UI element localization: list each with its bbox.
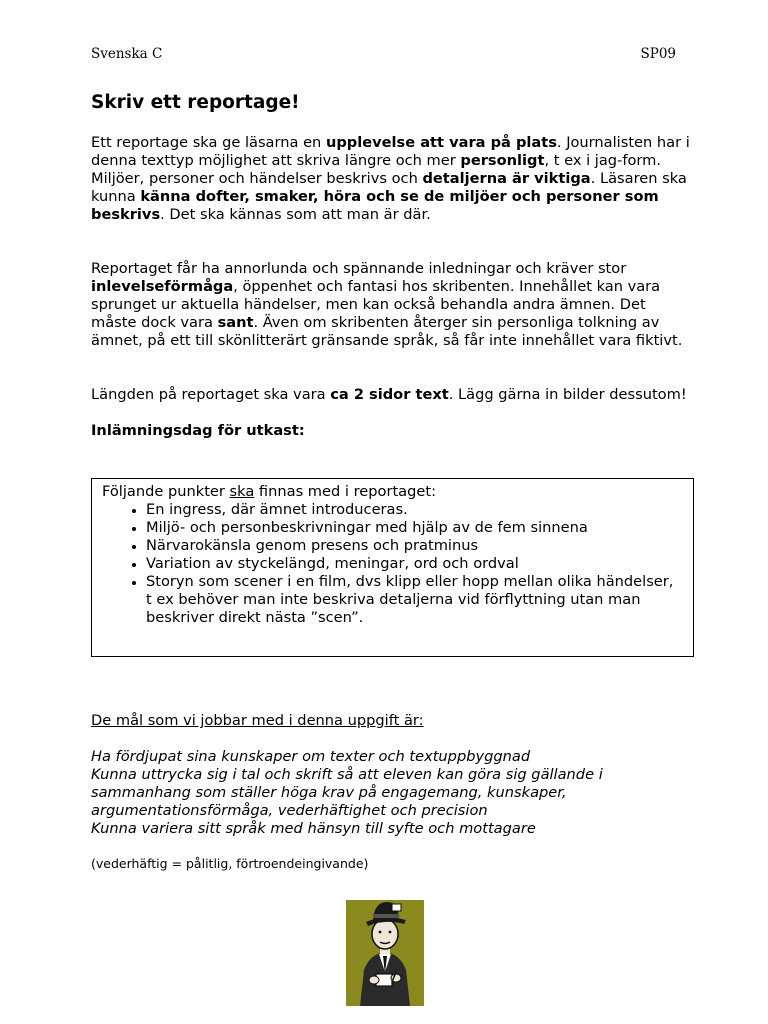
glossary-note: (vederhäftig = pålitlig, förtroendeingivande)	[91, 856, 369, 871]
page-title: Skriv ett reportage!	[91, 92, 300, 113]
checklist	[102, 501, 683, 627]
list-item: • Variation av styckelängd, meningar, ord och ordval	[146, 555, 683, 573]
list-item: • Storyn som scener i en film, dvs klipp eller hopp mellan olika händelser, t ex behöver man inte beskriva detaljerna vid förflyttning utan man beskriver direkt nästa ”scen”.	[146, 573, 683, 627]
paragraph-length: Längden på reportaget ska vara ca 2 sidor text. Lägg gärna in bilder dessutom!	[91, 386, 687, 403]
goal-item: Kunna variera sitt språk med hänsyn till syfte och mottagare	[91, 820, 536, 837]
goal-item: Kunna uttrycka sig i tal och skrift så att eleven kan göra sig gällande i sammanhang som ställer höga krav på engagemang, kunskaper, argumentationsförmåga, vederhäftighet och precision	[91, 766, 603, 819]
list-item: • En ingress, där ämnet introduceras.	[146, 501, 683, 519]
checklist-box	[91, 478, 694, 657]
paragraph-intro: Ett reportage ska ge läsarna en upplevelse att vara på plats. Journalisten har i denna texttyp möjlighet att skriva längre och mer personligt, t ex i jag-form. Miljöer, personer och händelser beskrivs och detaljerna är viktiga. Läsaren ska kunna känna dofter, smaker, höra och se de miljöer och personer som beskrivs. Det ska kännas som att man är där.	[91, 134, 690, 223]
reporter-with-notepad-icon	[346, 890, 424, 1006]
header-course: Svenska C	[91, 46, 163, 62]
header-code: SP09	[640, 46, 676, 62]
paragraph-requirements: Reportaget får ha annorlunda och spännande inledningar och kräver stor inlevelseförmåga, öppenhet och fantasi hos skribenten. Innehållet kan vara sprunget ur aktuella händelser, men kan också behandla andra ämnen. Det måste dock vara sant. Även om skribenten återger sin personliga tolkning av ämnet, på ett till skönlitterärt gränsande språk, så får inte innehållet vara fiktivt.	[91, 260, 683, 349]
goals-list	[91, 748, 691, 838]
list-item: • Närvarokänsla genom presens och pratminus	[146, 537, 683, 555]
goal-item: Ha fördjupat sina kunskaper om texter och textuppbyggnad	[91, 748, 531, 765]
goals-heading: De mål som vi jobbar med i denna uppgift är:	[91, 712, 424, 729]
checklist-intro: Följande punkter ska finnas med i reportaget:	[102, 483, 436, 500]
deadline-label: Inlämningsdag för utkast:	[91, 422, 305, 439]
list-item: • Miljö- och personbeskrivningar med hjälp av de fem sinnena	[146, 519, 683, 537]
